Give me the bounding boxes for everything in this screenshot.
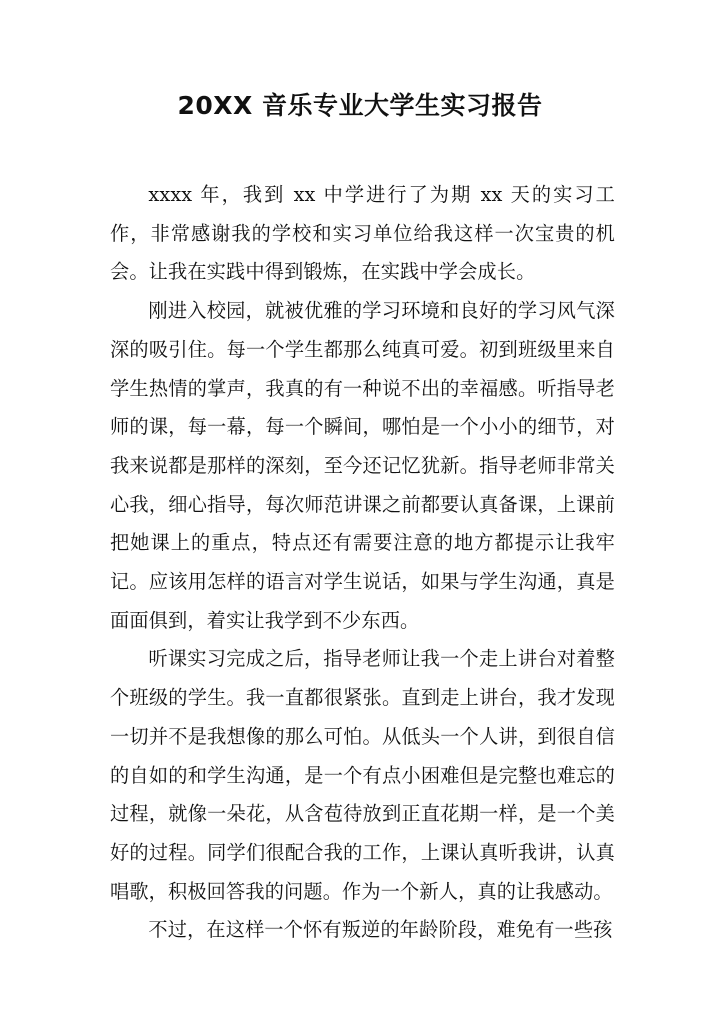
paragraph-3: 听课实习完成之后，指导老师让我一个走上讲台对着整个班级的学生。我一直都很紧张。直到走上讲台，我才发现一切并不是我想像的那么可怕。从低头一个人讲，到很自信的自如的和学生沟通，是一个有点小困难但是完整也难忘的过程，就像一朵花，从含苞待放到正直花期一样，是一个美好的过程。同学们很配合我的工作，上课认真听我讲，认真唱歌，积极回答我的问题。作为一个新人，真的让我感动。	[110, 647, 615, 903]
paragraph-2: 刚进入校园，就被优雅的学习环境和良好的学习风气深深的吸引住。每一个学生都那么纯真可爱。初到班级里来自学生热情的掌声，我真的有一种说不出的幸福感。听指导老师的课，每一幕，每一个瞬间，哪怕是一个小小的细节，对我来说都是那样的深刻，至今还记忆犹新。指导老师非常关心我，细心指导，每次师范讲课之前都要认真备课，上课前把她课上的重点，特点还有需要注意的地方都提示让我牢记。应该用怎样的语言对学生说话，如果与学生沟通，真是面面俱到，着实让我学到不少东西。	[110, 299, 615, 632]
paragraph-4: 不过，在这样一个怀有叛逆的年龄阶段，难免有一些孩	[148, 918, 613, 942]
report-body	[110, 176, 615, 950]
page-title: 20XX 音乐专业大学生实习报告	[177, 91, 543, 120]
paragraph-1: xxxx 年，我到 xx 中学进行了为期 xx 天的实习工作，非常感谢我的学校和实习单位给我这样一次宝贵的机会。让我在实践中得到锻炼，在实践中学会成长。	[110, 183, 615, 284]
